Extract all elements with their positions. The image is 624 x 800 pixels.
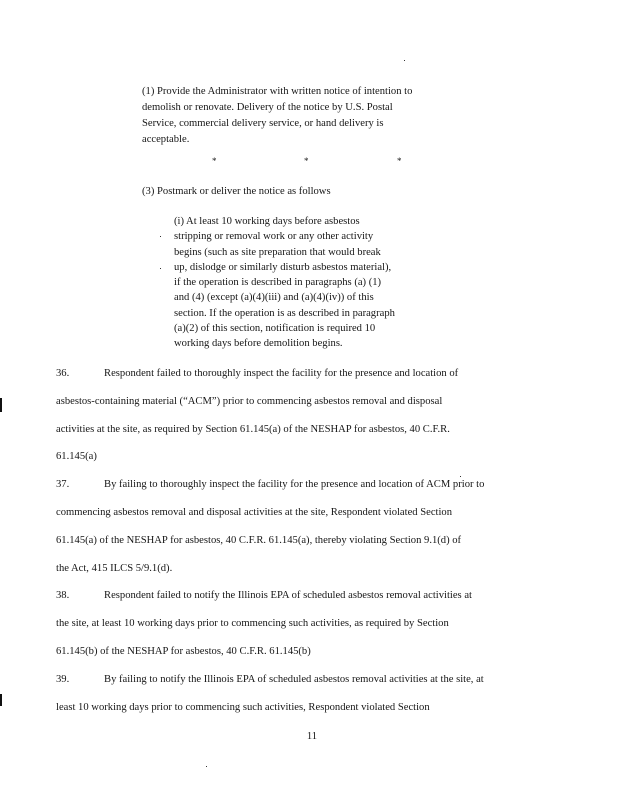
scan-speck <box>404 60 405 61</box>
paragraph-line: activities at the site, as required by Section 61.145(a) of the NESHAP for asbestos, 40 C.F.R. <box>56 423 450 435</box>
paragraph-line: 61.145(a) <box>56 451 97 463</box>
omission-asterisk: * <box>304 156 309 166</box>
quoted-regulation-1 <box>142 84 462 148</box>
quote-line: acceptable. <box>142 134 190 145</box>
paragraph-line: the Act, 415 ILCS 5/9.1(d). <box>56 562 173 574</box>
omission-asterisk: * <box>397 156 402 166</box>
quote-line: (i) At least 10 working days before asbestos <box>174 216 360 227</box>
paragraph-line: 61.145(a) of the NESHAP for asbestos, 40 C.F.R. 61.145(a), thereby violating Section 9.1(d) of <box>56 534 462 546</box>
scan-edge-mark <box>0 398 2 412</box>
scan-speck <box>460 476 461 477</box>
omission-asterisk: * <box>212 156 217 166</box>
quoted-regulation-3-heading: (3) Postmark or deliver the notice as follows <box>142 186 331 197</box>
quote-line: (a)(2) of this section, notification is required 10 <box>174 323 376 335</box>
paragraph-line: least 10 working days prior to commencing such activities, Respondent violated Section <box>56 701 430 713</box>
quote-line: section. If the operation is as described in paragraph <box>174 307 395 319</box>
paragraph-number: 36. <box>56 368 70 379</box>
quote-line: and (4) (except (a)(4)(iii) and (a)(4)(iv)) of this <box>174 292 374 304</box>
omission-separator <box>0 156 624 168</box>
quote-line: demolish or renovate. Delivery of the notice by U.S. Postal <box>142 102 393 113</box>
paragraph-number: 39. <box>56 673 70 685</box>
quote-line: begins (such as site preparation that would break <box>174 246 381 258</box>
paragraph-39 <box>56 666 556 722</box>
paragraph-number: 38. <box>56 590 70 602</box>
page-number: 11 <box>306 731 318 742</box>
paragraph-line: the site, at least 10 working days prior to commencing such activities, as required by Section <box>56 618 449 630</box>
paragraph-line: By failing to notify the Illinois EPA of scheduled asbestos removal activities at the site, at <box>104 673 484 685</box>
scan-speck <box>206 766 207 767</box>
paragraph-37 <box>56 471 556 582</box>
quote-line: Service, commercial delivery service, or hand delivery is <box>142 118 384 129</box>
paragraph-line: By failing to thoroughly inspect the facility for the presence and location of ACM prior to <box>104 479 485 491</box>
quote-line: up, dislodge or similarly disturb asbestos material), <box>174 261 392 273</box>
quoted-regulation-3-i <box>174 214 444 352</box>
paragraph-line: 61.145(b) of the NESHAP for asbestos, 40 C.F.R. 61.145(b) <box>56 645 311 657</box>
paragraph-38 <box>56 582 556 665</box>
paragraph-number: 37. <box>56 479 70 491</box>
scan-edge-mark <box>0 694 2 706</box>
quote-line: if the operation is described in paragraphs (a) (1) <box>174 277 382 289</box>
quote-line: (1) Provide the Administrator with written notice of intention to <box>142 86 413 97</box>
allegations-body <box>56 360 556 721</box>
quote-line: stripping or removal work or any other activity <box>174 231 374 243</box>
paragraph-36 <box>56 360 556 471</box>
quote-line: working days before demolition begins. <box>174 338 343 350</box>
scan-speck <box>160 236 161 237</box>
paragraph-line: commencing asbestos removal and disposal activities at the site, Respondent violated Section <box>56 506 452 518</box>
paragraph-line: Respondent failed to notify the Illinois EPA of scheduled asbestos removal activities at <box>104 590 472 602</box>
scan-speck <box>160 268 161 269</box>
paragraph-line: Respondent failed to thoroughly inspect the facility for the presence and location of <box>104 368 459 379</box>
paragraph-line: asbestos-containing material (“ACM”) prior to commencing asbestos removal and disposal <box>56 395 443 407</box>
